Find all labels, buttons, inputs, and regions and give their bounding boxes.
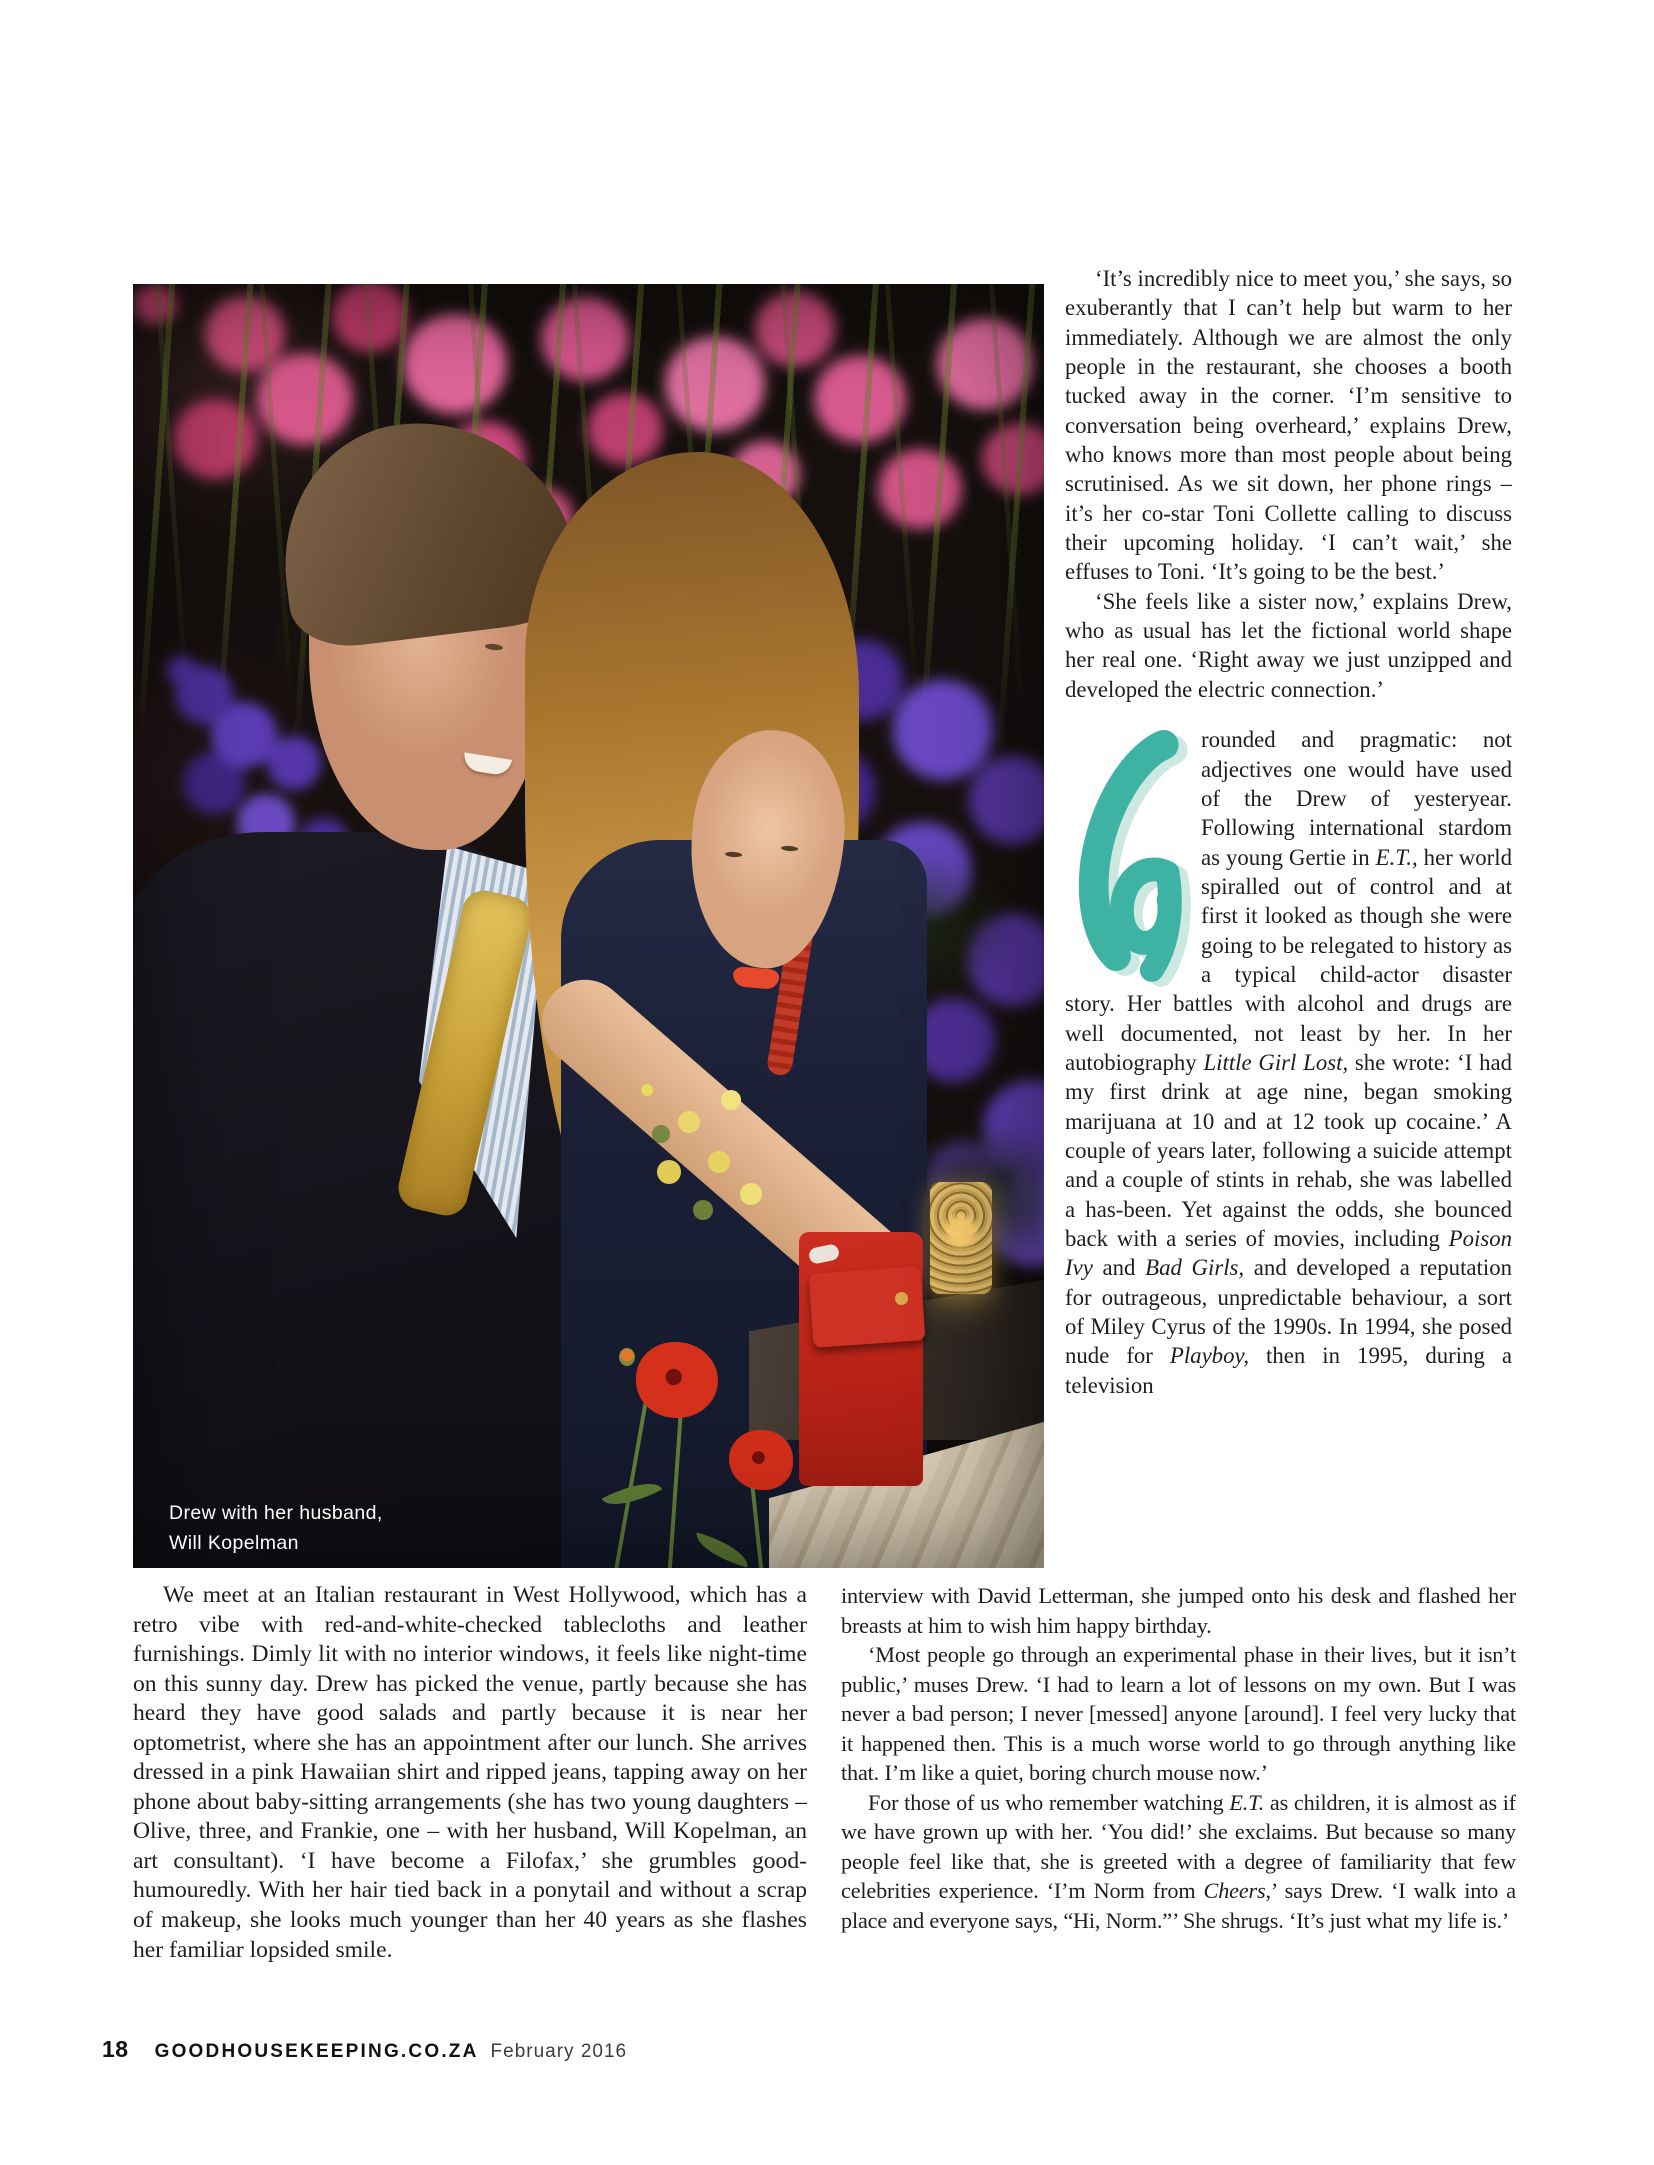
footer-issue-date: February 2016 [490,2041,628,2062]
article-paragraph-3-text: rounded and pragmatic: not adjectives one would have used of the Drew of yesteryear. Following international stardom as young Gertie in E.T., her world spiralled out of control and at first it looked as though she were going to be relegated to history as a typical child-actor disaster story. Her battles with alcohol and drugs are well documented, not least by her. In her autobiography Little Girl Lost, she wrote: ‘I had my first drink at age nine, began smoking marijuana at 10 and at 12 took up cocaine.’ A couple of years later, following a suicide attempt and a couple of stints in rehab, she was labelled a has-been. Yet against the odds, she bounced back with a series of movies, including Poison Ivy and Bad Girls, and developed a reputation for outrageous, unpredictable behaviour, a sort of Miley Cyrus of the 1990s. In 1994, she posed nude for Playboy, then in 1995, during a television [1065,727,1512,1398]
drop-cap-g [1065,731,1193,969]
article-paragraph-3 [1065,725,1512,1400]
article-paragraph-7: For those of us who remember watching E.T. as children, it is almost as if we have grown up with her. ‘You did!’ she exclaims. But because so many people feel like that, she is greeted with a degree of familiarity that few celebrities experience. ‘I’m Norm from Cheers,’ says Drew. ‘I walk into a place and everyone says, “Hi, Norm.”’ She shrugs. ‘It’s just what my life is.’ [841,1789,1516,1934]
article-paragraph-4: We meet at an Italian restaurant in West Hollywood, which has a retro vibe with red-and-white-checked tablecloths and leather furnishings. Dimly lit with no interior windows, it feels like night-time on this sunny day. Drew has picked the venue, partly because she has heard they have good salads and partly because it is near her optometrist, where she has an appointment after our lunch. She arrives dressed in a pink Hawaiian shirt and ripped jeans, tapping away on her phone about baby-sitting arrangements (she has two young daughters – Olive, three, and Frankie, one – with her husband, Will Kopelman, an art consultant). ‘I have become a Filofax,’ she grumbles good-humouredly. With her hair tied back in a ponytail and without a scrap of makeup, she looks much younger than her 40 years as she flashes her familiar lopsided smile. [133,1582,807,1963]
bottom-left-text-column [133,1581,807,2001]
page-footer [102,2036,627,2063]
article-paragraph-6: ‘Most people go through an experimental phase in their lives, but it isn’t public,’ muses Drew. ‘I had to learn a lot of lessons on my own. But I was never a bad person; I never [messed] anyone [around]. I feel very lucky that it happened then. This is a much worse world to go through anything like that. I’m like a quiet, boring church mouse now.’ [841,1642,1516,1786]
feature-photo [133,284,1044,1568]
article-paragraph-5: interview with David Letterman, she jumped onto his desk and flashed her breasts at him to wish him happy birthday. [841,1583,1516,1638]
drop-cap-g-glyph [1065,731,1193,969]
photo-caption-line1: Drew with her husband, [169,1502,383,1524]
article-paragraph-1: ‘It’s incredibly nice to meet you,’ she says, so exuberantly that I can’t help but warm to her immediately. Although we are almost the only people in the restaurant, she chooses a booth tucked away in the corner. ‘I’m sensitive to conversation being overheard,’ explains Drew, who knows more than most people about being scrutinised. As we sit down, her phone rings – it’s her co-star Toni Collette calling to discuss their upcoming holiday. ‘I can’t wait,’ she effuses to Toni. ‘It’s going to be the best.’ [1065,266,1512,585]
photo-caption [169,1498,383,1558]
photo-vignette [133,284,1044,1568]
photo-caption-line2: Will Kopelman [169,1532,299,1554]
page-number: 18 [102,2036,129,2062]
article-paragraph-2: ‘She feels like a sister now,’ explains Drew, who as usual has let the fictional world shape her real one. ‘Right away we just unzipped and developed the electric connection.’ [1065,588,1512,702]
right-text-column [1065,264,1512,1574]
bottom-right-text-column [841,1581,1516,2001]
footer-website: GOODHOUSEKEEPING.CO.ZA [154,2041,479,2062]
